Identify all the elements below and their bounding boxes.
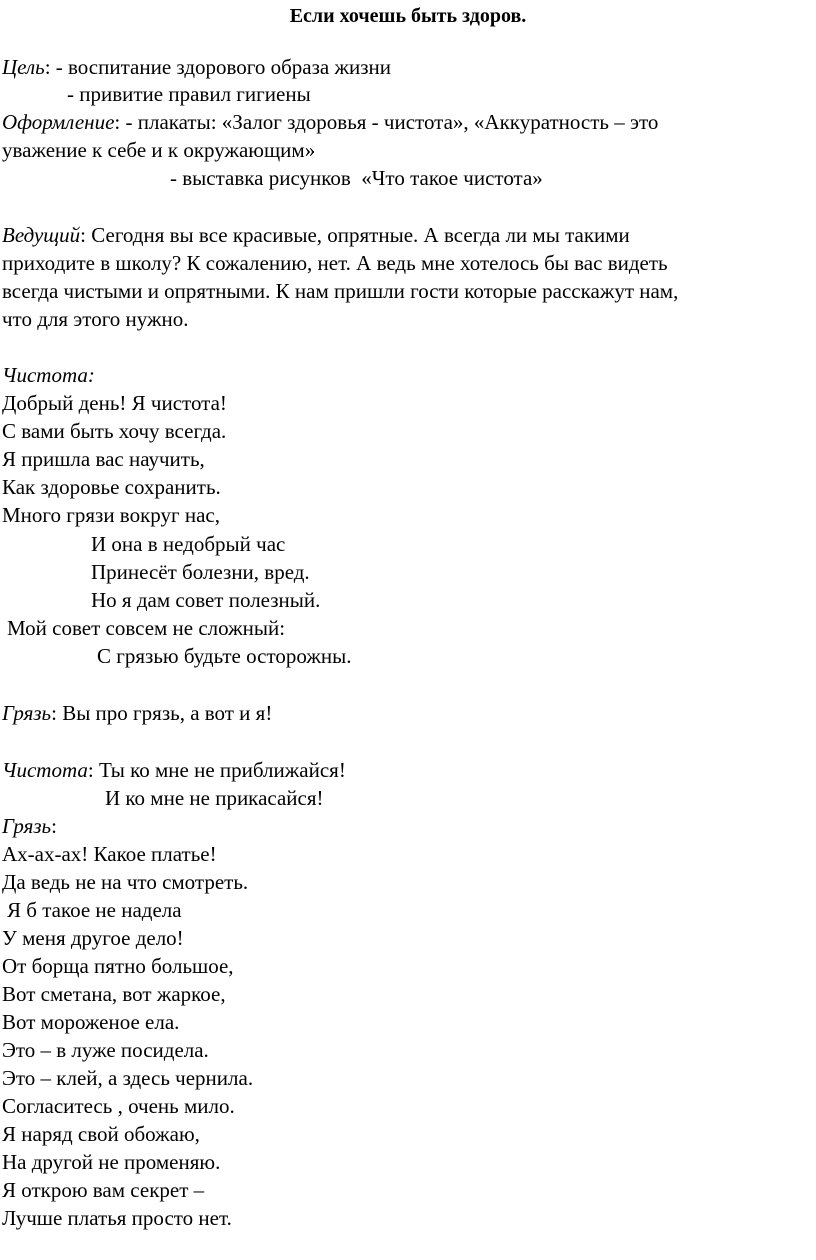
poem-line: Как здоровье сохранить. [2,475,221,499]
poem-line: Вот мороженое ела. [2,1010,180,1034]
poem-line: Я пришла вас научить, [2,447,205,471]
poem-line: Вот сметана, вот жаркое, [2,982,226,1006]
page-title: Если хочешь быть здоров. [289,5,527,27]
poem-line: Добрый день! Я чистота! [2,391,227,415]
poem-line: Лучше платья просто нет. [2,1206,232,1230]
poem-line: Но я дам совет полезный. [91,588,321,612]
poem-line: У меня другое дело! [2,926,184,950]
gryaz-label: Грязь [2,701,52,725]
poem-line: Принесёт болезни, вред. [91,560,310,584]
poem-line: С грязью будьте осторожны. [97,644,352,668]
host-line-4: что для этого нужно. [2,307,189,331]
poem-line: Согласитесь , очень мило. [2,1094,235,1118]
design-line-2: уважение к себе и к окружающим» [2,138,316,162]
chistota-line-2: И ко мне не прикасайся! [105,786,324,810]
poem-line: С вами быть хочу всегда. [2,419,227,443]
poem-line: Это – клей, а здесь чернила. [2,1066,254,1090]
design-text-1: : - плакаты: «Залог здоровья - чистота», «Аккуратность – это [114,110,659,134]
poem-line: На другой не променяю. [2,1150,221,1174]
design-line-1 [2,109,658,135]
goal-line-2: - привитие правил гигиены [67,82,311,106]
goal-text-1: : - воспитание здорового образа жизни [44,55,392,79]
gryaz-text: : Вы про грязь, а вот и я! [51,701,273,725]
poem-line: Я б такое не надела [7,898,182,922]
chistota-label: Чистота: [2,363,95,387]
poem-line: Ах-ах-ах! Какое платье! [2,842,217,866]
poem-line: Да ведь не на что смотреть. [2,870,249,894]
gryaz-colon: : [51,814,57,838]
poem-line: Это – в луже посидела. [2,1038,209,1062]
poem-line: Много грязи вокруг нас, [2,503,220,527]
host-line-3: всегда чистыми и опрятными. К нам пришли гости которые расскажут нам, [2,279,679,303]
poem-line: Мой совет совсем не сложный: [7,616,286,640]
gryaz-line-1 [2,700,272,726]
poem-line: И она в недобрый час [91,532,286,556]
poem-line: Я открою вам секрет – [2,1178,205,1202]
design-line-3: - выставка рисунков «Что такое чистота» [170,166,543,190]
host-label: Ведущий [2,223,81,247]
host-text-1: : Сегодня вы все красивые, опрятные. А всегда ли мы такими [80,223,630,247]
host-line-2: приходите в школу? К сожалению, нет. А ведь мне хотелось бы вас видеть [2,251,668,275]
poem-line: От борща пятно большое, [2,954,234,978]
gryaz-label-2: Грязь [2,814,52,838]
chistota-label-2: Чистота [2,758,88,782]
goal-label: Цель [2,55,45,79]
chistota-text-1: : Ты ко мне не приближайся! [87,758,346,782]
poem-line: Я наряд свой обожаю, [2,1122,200,1146]
host-line-1 [2,222,630,248]
goal-line-1 [2,54,391,80]
gryaz-label-line [2,813,57,839]
design-label: Оформление [2,110,115,134]
chistota-line-1 [2,757,346,783]
